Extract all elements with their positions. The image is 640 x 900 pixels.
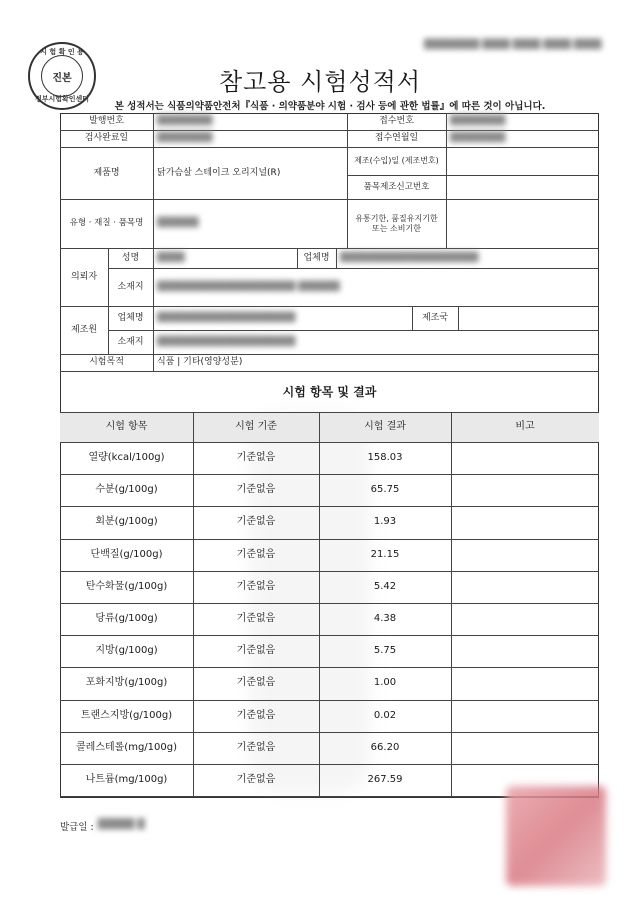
manufacturer-address-value: ████████████████████ (157, 336, 296, 347)
company-name-label: 업체명 (303, 252, 330, 263)
issue-date-value: █████ █ (97, 819, 145, 830)
results-column-line (193, 412, 194, 796)
result-result-cell: 1.93 (373, 516, 397, 528)
manufacturer-company-label: 업체명 (117, 312, 144, 323)
result-result-cell: 21.15 (370, 548, 400, 560)
result-note-cell (451, 442, 599, 474)
client-name-value: ████ (157, 252, 185, 263)
results-row-line (60, 474, 599, 475)
inspection-date-label: 검사완료일 (84, 133, 129, 144)
result-note-cell (451, 603, 599, 635)
result-result-cell: 5.75 (373, 645, 397, 657)
disclaimer-notice: 본 성적서는 식품의약품안전처『식품 · 의약품분야 시험 · 검사 등에 관한 법률』에 따른 것이 아닙니다. (114, 101, 546, 112)
result-standard-cell: 기준없음 (236, 741, 276, 753)
receipt-date-value: ████████ (450, 133, 506, 144)
receipt-number-label: 접수번호 (379, 116, 414, 127)
type-value: ██████ (157, 218, 199, 229)
results-row-line (60, 571, 599, 572)
result-standard-cell: 기준없음 (236, 645, 276, 657)
result-note-cell (451, 571, 599, 603)
results-row-line (60, 667, 599, 668)
result-note-cell (451, 700, 599, 732)
results-column-line (451, 412, 452, 796)
results-row-line (60, 635, 599, 636)
results-row-line (60, 412, 599, 413)
result-result-cell: 1.00 (373, 677, 397, 689)
receipt-date-label: 접수연월일 (374, 133, 419, 144)
product-name-label: 제품명 (93, 167, 120, 178)
issue-date (60, 819, 145, 833)
result-result-cell: 267.59 (367, 774, 403, 786)
purpose-label: 시험목적 (89, 357, 124, 368)
company-name-value: ████████████████████ (340, 252, 479, 263)
result-item-cell: 지방(g/100g) (95, 645, 158, 657)
inspection-date-value: ████████ (157, 133, 213, 144)
result-note-cell (451, 667, 599, 699)
result-result-cell: 66.20 (370, 741, 400, 753)
client-label: 의뢰자 (70, 271, 98, 282)
issue-number-label: 발행번호 (89, 116, 124, 127)
manufacturer-company-value: ████████████████████ (157, 312, 296, 323)
purpose-value: 식품 | 기타(영양성분) (157, 357, 243, 368)
results-column-line (319, 412, 320, 796)
blurred-reference-number: ████████ ████ ████ ████ ████ (424, 40, 602, 50)
results-header-cell: 시험 항목 (60, 412, 193, 442)
result-result-cell: 65.75 (370, 484, 400, 496)
results-row-line (60, 603, 599, 604)
result-result-cell: 158.03 (367, 452, 403, 464)
results-row-line (60, 539, 599, 540)
seal-center: 진본 (41, 55, 83, 97)
result-note-cell (451, 635, 599, 667)
result-note-cell (451, 732, 599, 764)
result-standard-cell: 기준없음 (236, 516, 276, 528)
report-number-label: 품목제조신고번호 (363, 181, 430, 192)
country-label: 제조국 (421, 312, 449, 323)
product-name-value: 닭가슴살 스테이크 오리지널(R) (157, 167, 281, 178)
result-result-cell: 5.42 (373, 580, 397, 592)
results-row-line (60, 732, 599, 733)
result-item-cell: 회분(g/100g) (95, 516, 158, 528)
client-address-label: 소재지 (117, 281, 144, 292)
type-label: 유형 · 재질 · 품목명 (69, 218, 144, 229)
results-row-line (60, 506, 599, 507)
result-item-cell: 포화지방(g/100g) (85, 677, 168, 689)
result-item-cell: 열량(kcal/100g) (88, 452, 165, 464)
official-stamp (506, 786, 606, 886)
issue-date-label: 발급일 : (60, 822, 94, 833)
seal-top-text: 시 험 확 인 용 (40, 48, 84, 56)
result-item-cell: 단백질(g/100g) (90, 548, 163, 560)
result-item-cell: 당류(g/100g) (95, 613, 158, 625)
document-title: 참고용 시험성적서 (218, 68, 422, 96)
result-standard-cell: 기준없음 (236, 580, 276, 592)
results-row-line (60, 442, 599, 443)
results-header-cell: 비고 (451, 412, 599, 442)
results-header-cell: 시험 결과 (319, 412, 451, 442)
result-standard-cell: 기준없음 (236, 548, 276, 560)
results-row-line (60, 700, 599, 701)
manufacturer-address-label: 소재지 (117, 336, 144, 347)
result-standard-cell: 기준없음 (236, 452, 276, 464)
results-row-line (60, 764, 599, 765)
result-note-cell (451, 506, 599, 538)
client-address-value: ████████████████████ ██████ (157, 281, 340, 292)
result-result-cell: 0.02 (373, 709, 397, 721)
results-section-title: 시험 항목 및 결과 (282, 385, 377, 399)
receipt-number-value: ████████ (450, 116, 506, 127)
results-header-cell: 시험 기준 (193, 412, 319, 442)
issue-number-value: ████████ (157, 116, 213, 127)
result-item-cell: 트랜스지방(g/100g) (80, 709, 173, 721)
result-result-cell: 4.38 (373, 613, 397, 625)
result-note-cell (451, 539, 599, 571)
result-item-cell: 나트륨(mg/100g) (85, 774, 168, 786)
expiry-label: 유통기한, 품질유지기한 또는 소비기한 (355, 213, 438, 233)
result-item-cell: 수분(g/100g) (95, 484, 158, 496)
result-standard-cell: 기준없음 (236, 677, 276, 689)
result-standard-cell: 기준없음 (236, 613, 276, 625)
result-item-cell: 탄수화물(g/100g) (85, 580, 168, 592)
seal-bottom-text: 정부시험확인센터 (34, 95, 90, 103)
result-note-cell (451, 474, 599, 506)
result-standard-cell: 기준없음 (236, 709, 276, 721)
result-item-cell: 콜레스테롤(mg/100g) (76, 741, 177, 753)
result-standard-cell: 기준없음 (236, 774, 276, 786)
manufacturer-label: 제조원 (70, 324, 98, 335)
result-standard-cell: 기준없음 (236, 484, 276, 496)
manufacture-date-label: 제조(수입)일 (제조번호) (354, 156, 439, 166)
client-name-label: 성명 (121, 252, 140, 263)
